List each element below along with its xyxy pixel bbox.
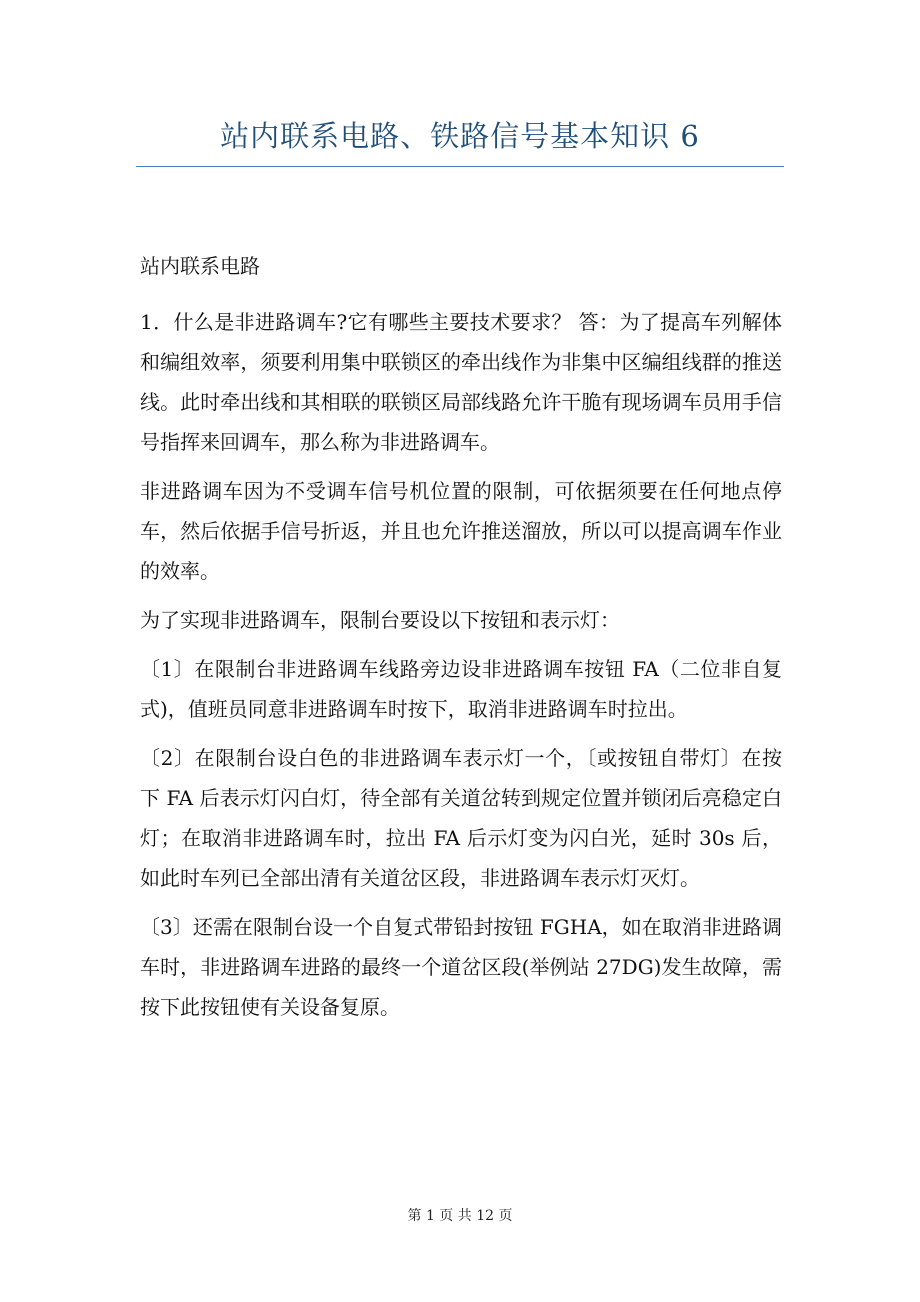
paragraph-item-1: 〔1〕在限制台非进路调车线路旁边设非进路调车按钮 FA（二位非自复式)，值班员同意非进路调车时按下，取消非进路调车时拉出。 [140, 657, 782, 721]
document-title: 站内联系电路、铁路信号基本知识 6 [220, 119, 700, 153]
document-body [140, 246, 782, 1036]
page-footer: 第 1 页 共 12 页 [407, 1208, 513, 1224]
paragraph-question-answer: 1．什么是非进路调车?它有哪些主要技术要求？ 答：为了提高车列解体和编组效率，须要利用集中联锁区的牵出线作为非集中区编组线群的推送线。此时牵出线和其相联的联锁区局部线路允许干脆有现场调车员用手信号指挥来回调车，那么称为非进路调车。 [140, 310, 782, 454]
paragraph-item-2: 〔2〕在限制台设白色的非进路调车表示灯一个，〔或按钮自带灯〕在按下 FA 后表示灯闪白灯，待全部有关道岔转到规定位置并锁闭后亮稳定白灯；在取消非进路调车时，拉出 FA 后示灯变为闪白光，延时 30s 后，如此时车列已全部出清有关道岔区段，非进路调车表示灯灭灯。 [140, 746, 782, 890]
section-heading: 站内联系电路 [140, 254, 260, 278]
paragraph-requirements-intro: 为了实现非进路调车，限制台要设以下按钮和表示灯： [140, 608, 620, 632]
paragraph-benefits: 非进路调车因为不受调车信号机位置的限制，可依据须要在任何地点停车，然后依据手信号折返，并且也允许推送溜放，所以可以提高调车作业的效率。 [140, 479, 782, 583]
paragraph-item-3: 〔3〕还需在限制台设一个自复式带铅封按钮 FGHA，如在取消非进路调车时，非进路调车进路的最终一个道岔区段(举例站 27DG)发生故障，需按下此按钮使有关设备复原。 [140, 915, 782, 1019]
title-underline [136, 166, 784, 167]
